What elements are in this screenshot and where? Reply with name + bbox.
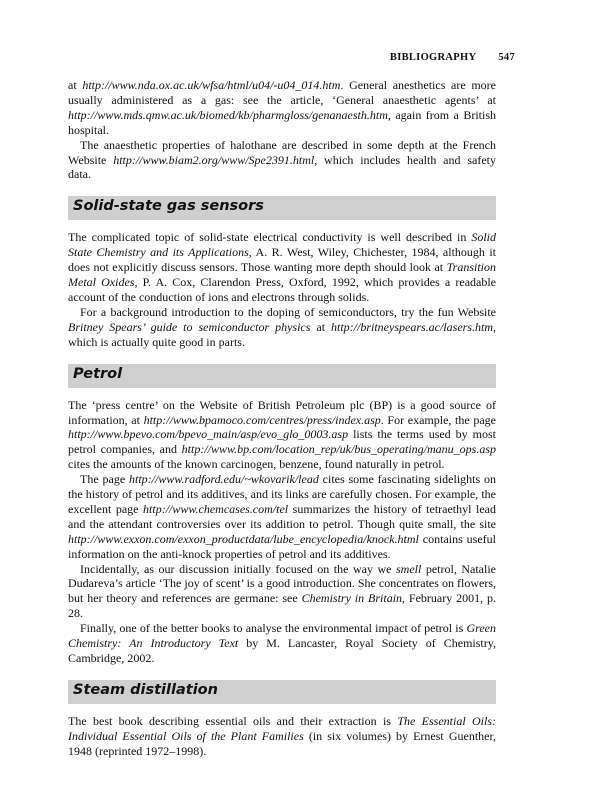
body-text: The ‘press centre’ on the Website of British Petroleum plc (BP) is a good source of information, at xyxy=(68,397,496,427)
url-text: http://www.nda.ox.ac.uk/wfsa/html/u04/-u04_014.htm xyxy=(82,78,341,92)
body-text: , which includes health and safety data. xyxy=(68,152,496,182)
section-heading-steam-distillation xyxy=(68,680,496,704)
body-text: cites the amounts of the known carcinogen, benzene, found naturally in petrol. xyxy=(68,457,445,472)
body-text: at xyxy=(310,319,331,334)
petrol-paragraph-3 xyxy=(68,562,496,622)
italic-text: Chemistry in Britain xyxy=(301,591,403,606)
body-text: Incidentally, as our discussion initially focused on the way we xyxy=(80,561,396,576)
solid-paragraph-2 xyxy=(68,305,496,350)
url-text: http://britneyspears.ac/lasers.htm xyxy=(331,319,493,334)
petrol-paragraph-2 xyxy=(68,472,496,561)
page-number: 547 xyxy=(498,52,515,63)
body-text: , again from a British hospital. xyxy=(68,107,496,137)
petrol-paragraph-1 xyxy=(68,398,496,473)
section-title: Steam distillation xyxy=(73,681,218,698)
url-text: http://www.biam2.org/www/Spe2391.html xyxy=(113,152,315,167)
body-text: lists the terms used by most petrol companies, and xyxy=(68,427,496,457)
body-text: The anaesthetic properties of halothane are described in some depth at the French Website xyxy=(68,137,496,167)
url-text: http://www.chemcases.com/tel xyxy=(143,501,289,516)
italic-text: smell xyxy=(395,561,422,576)
section-title: Petrol xyxy=(73,365,123,382)
running-head xyxy=(390,52,515,63)
steam-paragraph-1 xyxy=(68,714,496,759)
body-text: , P. A. Cox, Clarendon Press, Oxford, 1992, which provides a readable account of the conduction of ions and electrons through solids. xyxy=(68,275,497,304)
url-text: http://www.bpevo.com/bpevo_main/asp/evo_glo_0003.asp xyxy=(68,427,349,442)
italic-text: Solid State Chemistry and its Applications xyxy=(68,230,496,260)
running-head-section: BIBLIOGRAPHY xyxy=(389,52,477,63)
body-text: petrol, Natalie Dudareva’s article ‘The joy of scent’ is a good introduction. She concentrates on flowers, but her theory and references are germane: see xyxy=(68,561,496,606)
italic-text: Britney Spears’ guide to semiconductor physics xyxy=(68,319,311,334)
body-text: at xyxy=(68,78,83,92)
body-text: The page xyxy=(80,472,129,487)
url-text: http://www.radford.edu/~wkovarik/lead xyxy=(129,472,319,487)
body-text: The best book describing essential oils and their extraction is xyxy=(68,713,398,728)
body-text: The complicated topic of solid-state electrical conductivity is well described in xyxy=(68,230,472,245)
page-body xyxy=(68,78,496,759)
body-text: contains useful information on the anti-knock properties of petrol and its additives. xyxy=(68,531,496,561)
petrol-paragraph-4 xyxy=(68,621,496,666)
url-text: http://www.bpamoco.com/centres/press/index.asp xyxy=(143,412,381,427)
url-text: http://www.bp.com/location_rep/uk/bus_operating/manu_ops.asp xyxy=(181,442,496,457)
body-text: summarizes the history of tetraethyl lead and the attendant controversies over its addition to petrol. Though quite small, the site xyxy=(68,501,496,531)
italic-text: Green Chemistry: An Introductory Text xyxy=(68,621,496,651)
body-text: . General anesthetics are more usually administered as a gas: see the article, ‘General anaesthetic agents’ at xyxy=(68,78,496,107)
italic-text: Transition Metal Oxides xyxy=(68,260,496,290)
solid-paragraph-1 xyxy=(68,230,496,305)
body-text: For a background introduction to the doping of semiconductors, try the fun Website xyxy=(80,304,496,319)
body-text: . For example, the page xyxy=(380,412,496,427)
intro-paragraph-2 xyxy=(68,138,496,183)
body-text: , A. R. West, Wiley, Chichester, 1984, although it does not explicitly discuss sensors. Those wanting more depth should look at xyxy=(68,245,496,275)
body-text: , February 2001, p. 28. xyxy=(68,591,496,621)
body-text: Finally, one of the better books to analyse the environmental impact of petrol is xyxy=(80,621,467,636)
url-text: http://www.mds.qmw.ac.uk/biomed/kb/pharmgloss/genanaesth.htm xyxy=(68,107,388,122)
body-text: (in six volumes) by Ernest Guenther, 1948 (reprinted 1972–1998). xyxy=(68,728,496,758)
section-heading-petrol xyxy=(68,364,496,388)
italic-text: The Essential Oils: Individual Essential Oils of the Plant Families xyxy=(68,713,497,743)
body-text: by M. Lancaster, Royal Society of Chemistry, Cambridge, 2002. xyxy=(68,636,496,665)
body-text: cites some fascinating sidelights on the history of petrol and its additives, and its links are carefully chosen. For example, the excellent page xyxy=(68,472,497,516)
intro-paragraph-1 xyxy=(68,78,496,138)
url-text: http://www.exxon.com/exxon_productdata/lube_encyclopedia/knock.html xyxy=(68,531,419,546)
section-heading-solid-state xyxy=(68,196,496,220)
section-title: Solid-state gas sensors xyxy=(73,198,264,215)
body-text: , which is actually quite good in parts. xyxy=(68,319,496,349)
